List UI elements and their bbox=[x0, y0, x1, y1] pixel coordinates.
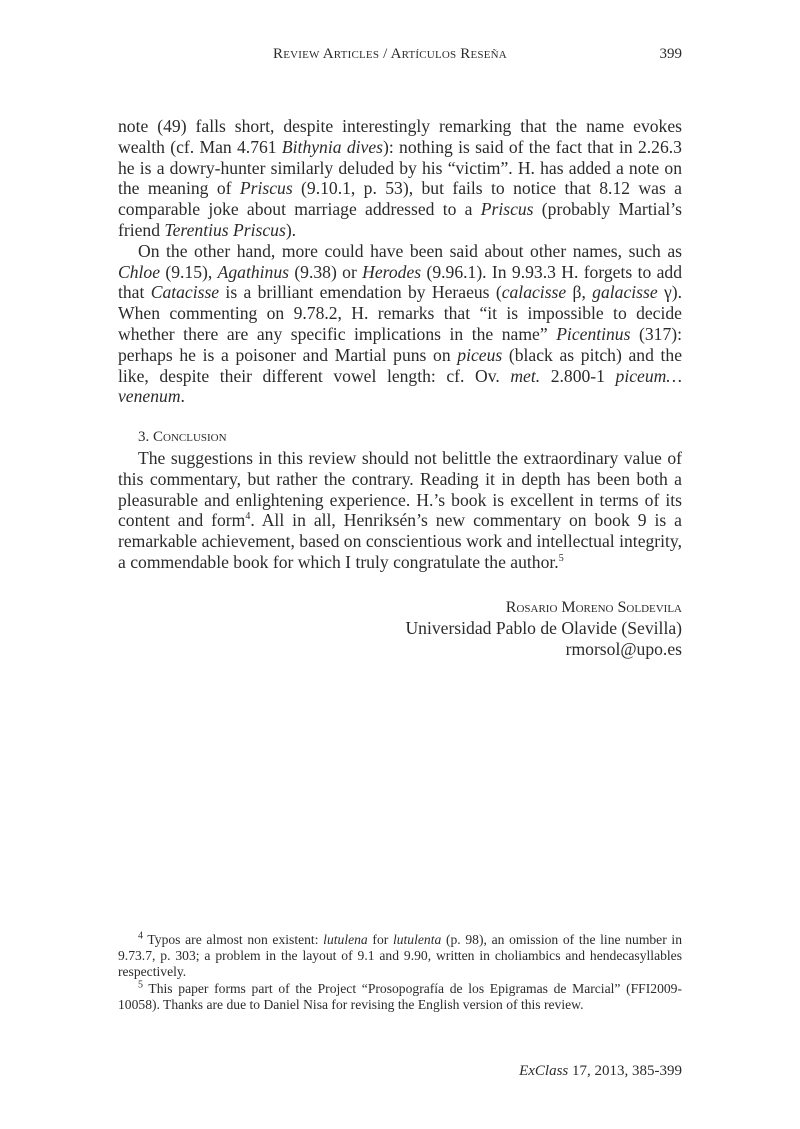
page-number: 399 bbox=[659, 46, 682, 62]
italic-text: Picentinus bbox=[556, 323, 631, 344]
italic-text: Priscus bbox=[480, 199, 534, 220]
italic-text: Chloe bbox=[118, 261, 161, 282]
text: (9.10.1, p. 53), but fails to notice that 8.12 was a comparable joke about marriage addressed to a bbox=[118, 178, 682, 220]
italic-text: piceum… venenum bbox=[118, 365, 682, 407]
text: (9.15), bbox=[160, 261, 218, 282]
italic-text: lutulenta bbox=[392, 932, 442, 947]
italic-text: Priscus bbox=[239, 178, 293, 199]
body-text bbox=[118, 116, 682, 573]
text: ): nothing is said of the fact that in 2.26.3 he is a dowry-hunter similarly deluded by his “victim”. H. has added a note on the meaning of bbox=[118, 136, 682, 199]
italic-text: Herodes bbox=[362, 261, 422, 282]
footnote-ref-4[interactable]: 4 bbox=[245, 511, 251, 523]
italic-text: Catacisse bbox=[150, 282, 220, 303]
text: Typos are almost non existent: bbox=[143, 932, 324, 947]
journal-name: ExClass bbox=[519, 1063, 569, 1079]
section-heading bbox=[118, 427, 682, 448]
section-number: 3. bbox=[138, 429, 153, 446]
text: . All in all, Henriksén’s new commentary on book 9 is a remarkable achievement, based on conscientious work and intellectual integrity, a commendable book for which I truly congratulate the author. bbox=[118, 510, 682, 572]
text: (probably Martial’s friend bbox=[118, 199, 683, 240]
footnote-mark: 4 bbox=[138, 930, 143, 942]
text: . bbox=[180, 386, 185, 407]
italic-text: Agathinus bbox=[217, 261, 289, 282]
signature-block bbox=[380, 597, 682, 660]
text: 2.800-1 bbox=[540, 365, 616, 386]
page-footer bbox=[519, 1063, 682, 1080]
text: γ). When commenting on 9.78.2, H. remarks that “it is impossible to decide whether there are any specific implications in the name” bbox=[118, 282, 682, 344]
footnote-ref-5[interactable]: 5 bbox=[558, 553, 564, 565]
footnote-mark: 5 bbox=[138, 979, 143, 991]
text: for bbox=[367, 932, 393, 947]
author-email[interactable]: rmorsol@upo.es bbox=[565, 639, 682, 659]
text: ). bbox=[285, 219, 297, 240]
paragraph-1 bbox=[118, 116, 682, 241]
text: The suggestions in this review should not belittle the extraordinary value of this commentary, but rather the contrary. Reading it in depth has been both a pleasurable and enlightening experience. H.’s book is excellent in terms of its content and form bbox=[118, 447, 682, 531]
author-name: Rosario Moreno Soldevila bbox=[505, 599, 682, 616]
footnote-5 bbox=[118, 981, 682, 1013]
text: (p. 98), an omission of the line number in 9.73.7, p. 303; a problem in the layout of 9.1 and 9.90, written in choliambics and hendecasyllables respectively. bbox=[118, 932, 682, 980]
italic-text: Bithynia dives bbox=[281, 136, 383, 157]
text: β, bbox=[566, 282, 593, 303]
footnote-4 bbox=[118, 932, 682, 981]
text: This paper forms part of the Project “Prosopografía de los Epigramas de Marcial” (FFI2009-10058). Thanks are due to Daniel Nisa for revising the English version of this review. bbox=[118, 980, 682, 1012]
footnotes bbox=[118, 932, 682, 1013]
text: (9.38) or bbox=[288, 261, 363, 282]
italic-text: lutulena bbox=[323, 932, 368, 947]
text: (9.96.1). In 9.93.3 H. forgets to add that bbox=[118, 261, 682, 303]
text: (317): perhaps he is a poisoner and Martial puns on bbox=[118, 323, 682, 365]
running-title: Review Articles / Artículos Reseña bbox=[273, 46, 507, 62]
italic-text: calacisse bbox=[501, 282, 567, 303]
text: On the other hand, more could have been said about other names, such as bbox=[138, 240, 682, 261]
text: (black as pitch) and the like, despite their different vowel length: cf. Ov. bbox=[118, 344, 683, 386]
paragraph-2 bbox=[118, 241, 682, 407]
italic-text: Terentius Priscus bbox=[164, 219, 286, 240]
text: is a brilliant emendation by Heraeus ( bbox=[219, 282, 502, 303]
running-head bbox=[118, 46, 682, 68]
text: note (49) falls short, despite interestingly remarking that the name evokes wealth (cf. Man 4.761 bbox=[118, 116, 682, 157]
italic-text: piceus bbox=[457, 344, 503, 365]
italic-text: met. bbox=[510, 365, 541, 386]
italic-text: galacisse bbox=[592, 282, 658, 303]
citation: 17, 2013, 385-399 bbox=[568, 1063, 682, 1079]
author-affiliation: Universidad Pablo de Olavide (Sevilla) bbox=[405, 618, 682, 638]
section-title: Conclusion bbox=[153, 429, 227, 446]
paragraph-3 bbox=[118, 448, 682, 573]
